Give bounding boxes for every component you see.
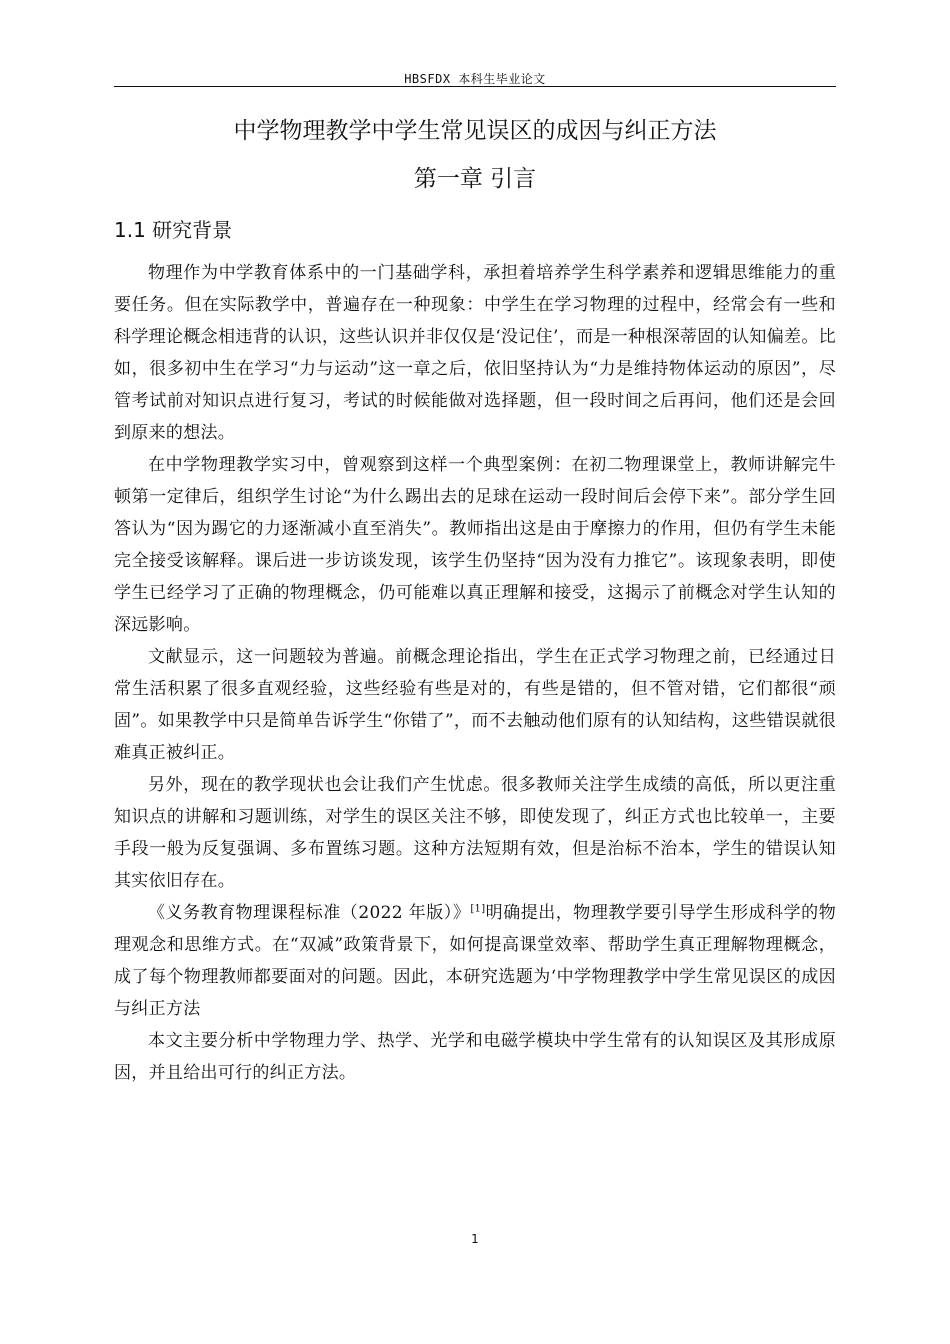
body-text [114, 257, 836, 1089]
paragraph-3: 文献显示，这一问题较为普遍。前概念理论指出，学生在正式学习物理之前，已经通过日常生活积累了很多直观经验，这些经验有些是对的，有些是错的，但不管对错，它们都很“顽固”。如果教学中只是简单告诉学生“你错了”，而不去触动他们原有的认知结构，这些错误就很难真正被纠正。 [114, 647, 836, 763]
paragraph-5 [114, 897, 836, 1025]
chapter-heading: 第一章 引言 [413, 166, 537, 192]
paragraph-1: 物理作为中学教育体系中的一门基础学科，承担着培养学生科学素养和逻辑思维能力的重要任务。但在实际教学中，普遍存在一种现象：中学生在学习物理的过程中，经常会有一些和科学理论概念相违背的认识，这些认识并非仅仅是‘没记住’，而是一种根深蒂固的认知偏差。比如，很多初中生在学习“力与运动”这一章之后，依旧坚持认为“力是维持物体运动的原因”，尽管考试前对知识点进行复习，考试的时候能做对选择题，但一段时间之后再问，他们还是会回到原来的想法。 [114, 263, 836, 443]
paragraph-5-lead: 《义务教育物理课程标准（2022 年版）》 [148, 903, 471, 923]
paragraph-6: 本文主要分析中学物理力学、热学、光学和电磁学模块中学生常有的认知误区及其形成原因，并且给出可行的纠正方法。 [114, 1031, 836, 1083]
paragraph-4: 另外，现在的教学现状也会让我们产生忧虑。很多教师关注学生成绩的高低，所以更注重知识点的讲解和习题训练，对学生的误区关注不够，即使发现了，纠正方式也比较单一，主要手段一般为反复强调、多布置练习题。这种方法短期有效，但是治标不治本，学生的错误认知其实依旧存在。 [114, 775, 836, 891]
paper-title: 中学物理教学中学生常见误区的成因与纠正方法 [233, 118, 717, 144]
section-heading: 1.1 研究背景 [114, 218, 233, 242]
header-rule [114, 86, 836, 87]
citation-ref[interactable]: [1] [470, 903, 486, 915]
paragraph-2: 在中学物理教学实习中，曾观察到这样一个典型案例：在初二物理课堂上，教师讲解完牛顿第一定律后，组织学生讨论“为什么踢出去的足球在运动一段时间后会停下来”。部分学生回答认为“因为踢它的力逐渐减小直至消失”。教师指出这是由于摩擦力的作用，但仍有学生未能完全接受该解释。课后进一步访谈发现，该学生仍坚持“因为没有力推它”。该现象表明，即使学生已经学习了正确的物理概念，仍可能难以真正理解和接受，这揭示了前概念对学生认知的深远影响。 [114, 455, 836, 635]
running-header: HBSFDX 本科生毕业论文 [404, 72, 546, 86]
page-number: 1 [471, 1232, 479, 1246]
paragraph-5-rest: 明确提出，物理教学要引导学生形成科学的物理观念和思维方式。在“双减”政策背景下，如何提高课堂效率、帮助学生真正理解物理概念，成了每个物理教师都要面对的问题。因此，本研究选题为‘中学物理教学中学生常见误区的成因与纠正方法 [114, 903, 837, 1019]
